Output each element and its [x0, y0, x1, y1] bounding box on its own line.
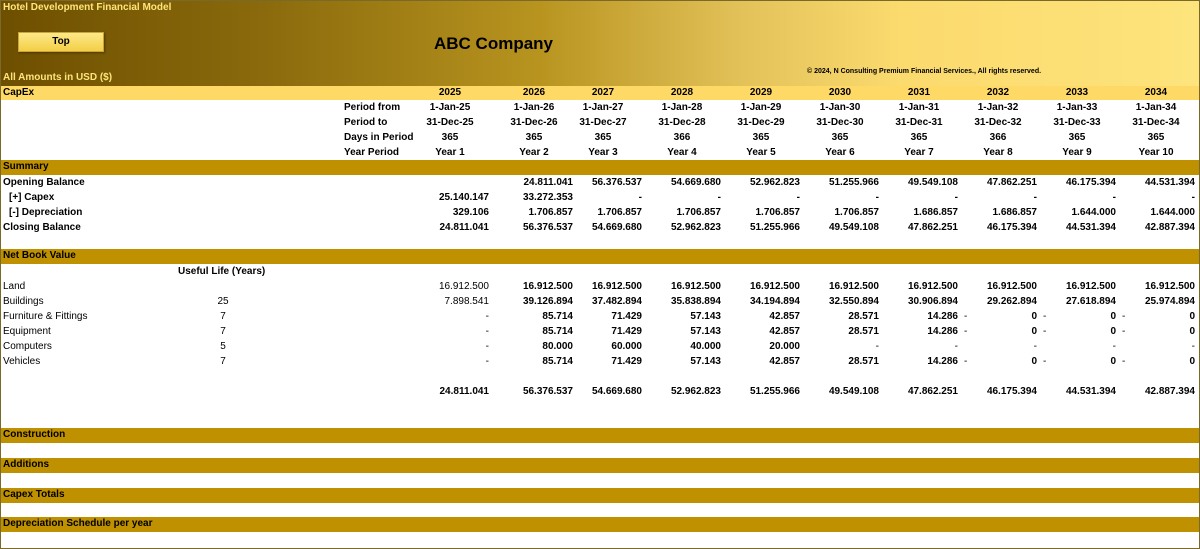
summary-cell: 33.272.353: [522, 192, 573, 203]
period-cell: 365: [1147, 132, 1165, 143]
nbv-cell: -: [485, 341, 489, 352]
nbv-cell: 85.714: [542, 326, 573, 337]
period-cell: Year 2: [519, 147, 549, 158]
nbv-row-label: Furniture & Fittings: [3, 311, 88, 322]
dash-marker: -: [1122, 356, 1126, 367]
nbv-cell: 32.550.894: [828, 296, 879, 307]
nbv-cell: 16.912.500: [1065, 281, 1116, 292]
useful-life-header: Useful Life (Years): [178, 266, 266, 277]
summary-cell: -: [954, 192, 958, 203]
period-cell: 365: [752, 132, 770, 143]
nbv-cell: 0: [1031, 356, 1037, 367]
period-cell: Year 1: [435, 147, 465, 158]
period-cell: 1-Jan-26: [513, 102, 555, 113]
summary-cell: 329.106: [452, 207, 489, 218]
nbv-cell: 42.857: [769, 326, 800, 337]
nbv-total-cell: 49.549.108: [828, 386, 879, 397]
summary-cell: 1.706.857: [834, 207, 879, 218]
period-cell: Year 3: [588, 147, 618, 158]
period-cell: 365: [910, 132, 928, 143]
nbv-cell: -: [1112, 341, 1116, 352]
summary-cell: 54.669.680: [670, 177, 721, 188]
period-cell: Year 8: [983, 147, 1013, 158]
nbv-total-cell: 46.175.394: [986, 386, 1037, 397]
nbv-cell: 29.262.894: [986, 296, 1037, 307]
nbv-cell: 0: [1110, 311, 1116, 322]
summary-cell: -: [638, 192, 642, 203]
summary-band-label: Summary: [3, 161, 49, 172]
period-cell: 1-Jan-28: [661, 102, 703, 113]
dash-marker: -: [1043, 311, 1047, 322]
dash-marker: -: [1122, 311, 1126, 322]
amounts-label: All Amounts in USD ($): [3, 72, 113, 83]
year-header: 2033: [1065, 87, 1089, 98]
period-cell: 365: [441, 132, 459, 143]
period-cell: 31-Dec-27: [579, 117, 627, 128]
summary-row-label: [-] Depreciation: [9, 207, 83, 218]
copyright-notice: © 2024, N Consulting Premium Financial Services., All rights reserved.: [807, 68, 1042, 75]
useful-life-value: 5: [220, 341, 226, 352]
period-cell: Year 4: [667, 147, 697, 158]
nbv-cell: 20.000: [769, 341, 800, 352]
summary-cell: -: [1033, 192, 1037, 203]
period-row-label: Period to: [344, 117, 388, 128]
summary-cell: -: [796, 192, 800, 203]
period-cell: Year 5: [746, 147, 776, 158]
period-cell: 365: [1068, 132, 1086, 143]
year-header: 2032: [986, 87, 1010, 98]
summary-cell: 42.887.394: [1144, 222, 1195, 233]
period-cell: 365: [594, 132, 612, 143]
nbv-cell: 39.126.894: [522, 296, 573, 307]
summary-cell: 1.686.857: [913, 207, 958, 218]
summary-cell: 52.962.823: [670, 222, 721, 233]
nbv-cell: 0: [1031, 326, 1037, 337]
nbv-cell: 27.618.894: [1065, 296, 1116, 307]
nbv-row-label: Buildings: [3, 296, 44, 307]
nbv-cell: 85.714: [542, 311, 573, 322]
nbv-cell: 16.912.500: [670, 281, 721, 292]
period-cell: 31-Dec-33: [1053, 117, 1101, 128]
nbv-cell: 14.286: [927, 311, 958, 322]
period-row-label: Year Period: [344, 147, 400, 158]
summary-cell: 1.706.857: [528, 207, 573, 218]
nbv-cell: 60.000: [611, 341, 642, 352]
nbv-cell: -: [1191, 341, 1195, 352]
nbv-cell: 35.838.894: [670, 296, 721, 307]
period-cell: 365: [831, 132, 849, 143]
nbv-row-label: Computers: [3, 341, 52, 352]
nbv-cell: 28.571: [848, 326, 879, 337]
year-header: 2029: [749, 87, 773, 98]
summary-cell: 25.140.147: [438, 192, 489, 203]
nbv-cell: 0: [1110, 326, 1116, 337]
summary-cell: -: [875, 192, 879, 203]
nbv-cell: -: [1033, 341, 1037, 352]
company-name: ABC Company: [434, 34, 554, 53]
nbv-total-cell: 24.811.041: [439, 386, 489, 397]
period-cell: 1-Jan-27: [582, 102, 624, 113]
nbv-cell: 30.906.894: [907, 296, 958, 307]
summary-cell: 51.255.966: [749, 222, 800, 233]
dash-marker: -: [964, 356, 968, 367]
nbv-cell: 14.286: [927, 356, 958, 367]
period-cell: 31-Dec-26: [510, 117, 558, 128]
summary-cell: 51.255.966: [828, 177, 879, 188]
nbv-cell: 0: [1031, 311, 1037, 322]
summary-cell: 24.811.041: [523, 177, 573, 188]
summary-cell: 52.962.823: [749, 177, 800, 188]
year-header: 2025: [438, 87, 462, 98]
summary-cell: -: [717, 192, 721, 203]
nbv-cell: 42.857: [769, 356, 800, 367]
nbv-cell: 16.912.500: [438, 281, 489, 292]
summary-cell: 44.531.394: [1144, 177, 1195, 188]
nbv-cell: -: [875, 341, 879, 352]
nbv-cell: 25.974.894: [1144, 296, 1195, 307]
nbv-cell: -: [485, 326, 489, 337]
period-cell: 1-Jan-30: [819, 102, 861, 113]
period-cell: 31-Dec-31: [895, 117, 943, 128]
period-cell: 31-Dec-25: [426, 117, 474, 128]
summary-cell: 44.531.394: [1065, 222, 1116, 233]
nbv-cell: 71.429: [611, 356, 642, 367]
nbv-cell: 0: [1189, 311, 1195, 322]
period-row-label: Days in Period: [344, 132, 414, 143]
useful-life-value: 7: [220, 311, 226, 322]
summary-row-label: Closing Balance: [3, 222, 81, 233]
nbv-cell: 57.143: [690, 356, 721, 367]
nbv-cell: 37.482.894: [591, 296, 642, 307]
summary-cell: 24.811.041: [439, 222, 489, 233]
year-header: 2034: [1144, 87, 1168, 98]
summary-cell: 46.175.394: [1065, 177, 1116, 188]
period-cell: 366: [989, 132, 1007, 143]
nbv-total-cell: 56.376.537: [522, 386, 573, 397]
summary-cell: 54.669.680: [591, 222, 642, 233]
summary-cell: 1.706.857: [597, 207, 642, 218]
nbv-cell: 16.912.500: [828, 281, 879, 292]
dash-marker: -: [1122, 326, 1126, 337]
nbv-cell: 28.571: [848, 311, 879, 322]
dash-marker: -: [964, 326, 968, 337]
period-cell: 1-Jan-25: [429, 102, 471, 113]
summary-cell: 1.686.857: [992, 207, 1037, 218]
period-cell: 31-Dec-30: [816, 117, 864, 128]
summary-cell: 47.862.251: [907, 222, 958, 233]
nbv-band-label: Net Book Value: [3, 250, 76, 261]
nbv-total-cell: 47.862.251: [907, 386, 958, 397]
period-cell: 31-Dec-34: [1132, 117, 1180, 128]
nbv-cell: 0: [1189, 326, 1195, 337]
app-title: Hotel Development Financial Model: [3, 2, 172, 13]
nbv-cell: 28.571: [848, 356, 879, 367]
nbv-cell: 16.912.500: [986, 281, 1037, 292]
nbv-row-label: Land: [3, 281, 26, 292]
nbv-row-label: Vehicles: [3, 356, 41, 367]
dash-marker: -: [1043, 326, 1047, 337]
nbv-cell: 16.912.500: [1144, 281, 1195, 292]
nbv-total-cell: 54.669.680: [591, 386, 642, 397]
section-band-capex-totals-label: Capex Totals: [3, 489, 65, 500]
summary-cell: 1.706.857: [676, 207, 721, 218]
nbv-cell: 57.143: [690, 311, 721, 322]
summary-cell: 49.549.108: [828, 222, 879, 233]
period-cell: 1-Jan-33: [1056, 102, 1098, 113]
useful-life-value: 7: [220, 326, 226, 337]
summary-row-label: [+] Capex: [9, 192, 55, 203]
nbv-cell: 16.912.500: [749, 281, 800, 292]
period-cell: 31-Dec-28: [658, 117, 706, 128]
period-cell: 31-Dec-32: [974, 117, 1022, 128]
year-header: 2031: [907, 87, 931, 98]
summary-cell: 56.376.537: [522, 222, 573, 233]
year-header: 2030: [828, 87, 852, 98]
nbv-cell: 40.000: [690, 341, 721, 352]
nbv-cell: 71.429: [611, 311, 642, 322]
period-cell: 1-Jan-34: [1135, 102, 1177, 113]
summary-row-label: Opening Balance: [3, 177, 85, 188]
useful-life-value: 25: [217, 296, 229, 307]
nbv-total-cell: 51.255.966: [749, 386, 800, 397]
period-cell: 365: [525, 132, 543, 143]
nbv-cell: 85.714: [542, 356, 573, 367]
nbv-cell: 0: [1110, 356, 1116, 367]
period-cell: Year 7: [904, 147, 934, 158]
period-cell: 1-Jan-32: [977, 102, 1019, 113]
nbv-total-cell: 44.531.394: [1065, 386, 1116, 397]
summary-cell: 1.644.000: [1150, 207, 1195, 218]
nbv-cell: -: [485, 356, 489, 367]
period-row-label: Period from: [344, 102, 401, 113]
dash-marker: -: [964, 311, 968, 322]
summary-cell: -: [1191, 192, 1195, 203]
summary-cell: 56.376.537: [591, 177, 642, 188]
dash-marker: -: [1043, 356, 1047, 367]
period-cell: 366: [673, 132, 691, 143]
nbv-total-cell: 42.887.394: [1144, 386, 1195, 397]
period-cell: 31-Dec-29: [737, 117, 785, 128]
summary-cell: -: [1112, 192, 1116, 203]
section-band-construction-label: Construction: [3, 429, 66, 440]
nbv-cell: 57.143: [690, 326, 721, 337]
nbv-cell: 71.429: [611, 326, 642, 337]
section-band-depreciation-schedule-per-year-label: Depreciation Schedule per year: [3, 518, 153, 529]
nbv-cell: 16.912.500: [591, 281, 642, 292]
useful-life-value: 7: [220, 356, 226, 367]
section-band-additions-label: Additions: [3, 459, 50, 470]
nbv-cell: 42.857: [769, 311, 800, 322]
period-cell: 1-Jan-31: [898, 102, 940, 113]
period-cell: Year 9: [1062, 147, 1092, 158]
year-header: 2026: [522, 87, 546, 98]
top-button[interactable]: Top: [18, 32, 104, 52]
nbv-cell: 34.194.894: [749, 296, 800, 307]
nbv-cell: 0: [1189, 356, 1195, 367]
summary-cell: 49.549.108: [907, 177, 958, 188]
year-header: 2027: [591, 87, 615, 98]
nbv-cell: 80.000: [542, 341, 573, 352]
period-cell: Year 10: [1138, 147, 1174, 158]
capex-label: CapEx: [3, 87, 35, 98]
period-cell: Year 6: [825, 147, 855, 158]
summary-cell: 1.644.000: [1071, 207, 1116, 218]
summary-cell: 47.862.251: [986, 177, 1037, 188]
year-header: 2028: [670, 87, 694, 98]
summary-cell: 46.175.394: [986, 222, 1037, 233]
summary-cell: 1.706.857: [755, 207, 800, 218]
nbv-cell: 16.912.500: [907, 281, 958, 292]
period-cell: 1-Jan-29: [740, 102, 782, 113]
nbv-total-cell: 52.962.823: [670, 386, 721, 397]
nbv-cell: -: [485, 311, 489, 322]
nbv-cell: 14.286: [927, 326, 958, 337]
nbv-cell: 16.912.500: [522, 281, 573, 292]
nbv-cell: 7.898.541: [444, 296, 489, 307]
nbv-cell: -: [954, 341, 958, 352]
nbv-row-label: Equipment: [3, 326, 51, 337]
